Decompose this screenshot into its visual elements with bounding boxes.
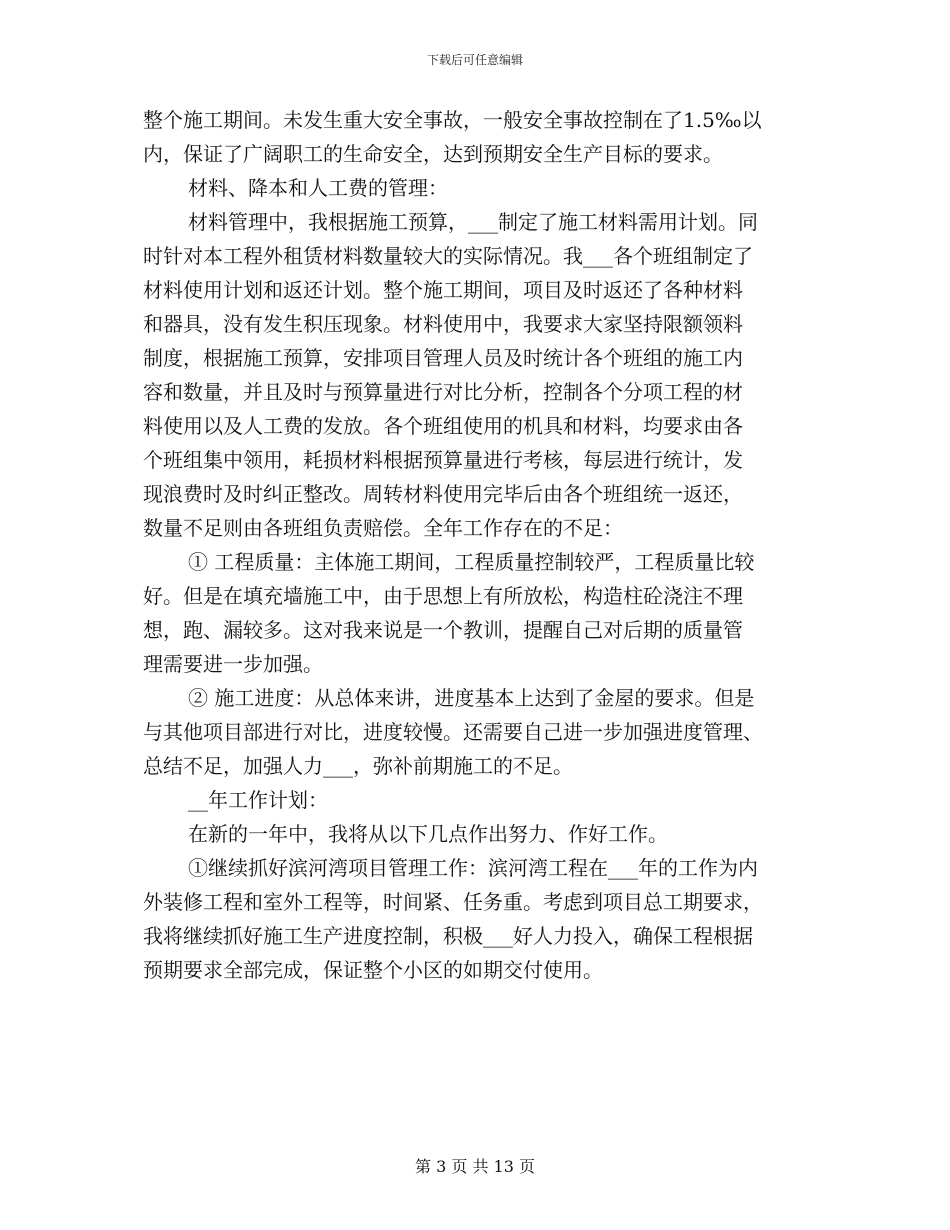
text-line: 料使用以及人工费的发放。各个班组使用的机具和材料，均要求由各 (143, 414, 743, 438)
text-line: 时针对本工程外租赁材料数量较大的实际情况。我___各个班组制定了 (143, 244, 753, 268)
text-line: 总结不足，加强人力___，弥补前期施工的不足。 (143, 754, 573, 778)
text-line: 数量不足则由各班组负责赔偿。全年工作存在的不足： (143, 516, 623, 540)
page-number: 第 3 页 共 13 页 (415, 1157, 535, 1176)
text-line: 我将继续抓好施工生产进度控制，积极___好人力投入，确保工程根据 (143, 924, 753, 948)
text-line: 制度，根据施工预算，安排项目管理人员及时统计各个班组的施工内 (143, 346, 743, 370)
section-heading: 材料、降本和人工费的管理： (188, 176, 448, 200)
paragraph-start: 在新的一年中，我将从以下几点作出努力、作好工作。 (188, 822, 668, 846)
text-line: 和器具，没有发生积压现象。材料使用中，我要求大家坚持限额领料 (143, 312, 743, 336)
text-line: 材料使用计划和返还计划。整个施工期间，项目及时返还了各种材料 (143, 278, 743, 302)
text-line: 整个施工期间。未发生重大安全事故，一般安全事故控制在了1.5‰以 (143, 108, 762, 132)
page-header: 下载后可任意编辑 (426, 53, 523, 67)
list-item-quality: ① 工程质量：主体施工期间，工程质量控制较严，工程质量比较 (188, 550, 755, 574)
list-item-plan: ①继续抓好滨河湾项目管理工作：滨河湾工程在___年的工作为内 (188, 856, 758, 880)
paragraph-start: 材料管理中，我根据施工预算，___制定了施工材料需用计划。同 (188, 210, 758, 234)
text-line: 好。但是在填充墙施工中，由于思想上有所放松，构造柱砼浇注不理 (143, 584, 743, 608)
text-line: 与其他项目部进行对比，进度较慢。还需要自己进一步加强进度管理、 (143, 720, 763, 744)
text-line: 容和数量，并且及时与预算量进行对比分析，控制各个分项工程的材 (143, 380, 743, 404)
text-line: 现浪费时及时纠正整改。周转材料使用完毕后由各个班组统一返还， (143, 482, 743, 506)
text-line: 外装修工程和室外工程等，时间紧、任务重。考虑到项目总工期要求， (143, 890, 763, 914)
section-heading: __年工作计划： (188, 788, 328, 812)
document-body (143, 103, 807, 987)
text-line: 想，跑、漏较多。这对我来说是一个教训，提醒自己对后期的质量管 (143, 618, 743, 642)
text-line: 预期要求全部完成，保证整个小区的如期交付使用。 (143, 958, 603, 982)
list-item-progress: ② 施工进度：从总体来讲，进度基本上达到了金屋的要求。但是 (188, 686, 755, 710)
text-line: 理需要进一步加强。 (143, 652, 323, 676)
text-line: 个班组集中领用，耗损材料根据预算量进行考核，每层进行统计，发 (143, 448, 743, 472)
text-line: 内，保证了广阔职工的生命安全，达到预期安全生产目标的要求。 (143, 142, 723, 166)
